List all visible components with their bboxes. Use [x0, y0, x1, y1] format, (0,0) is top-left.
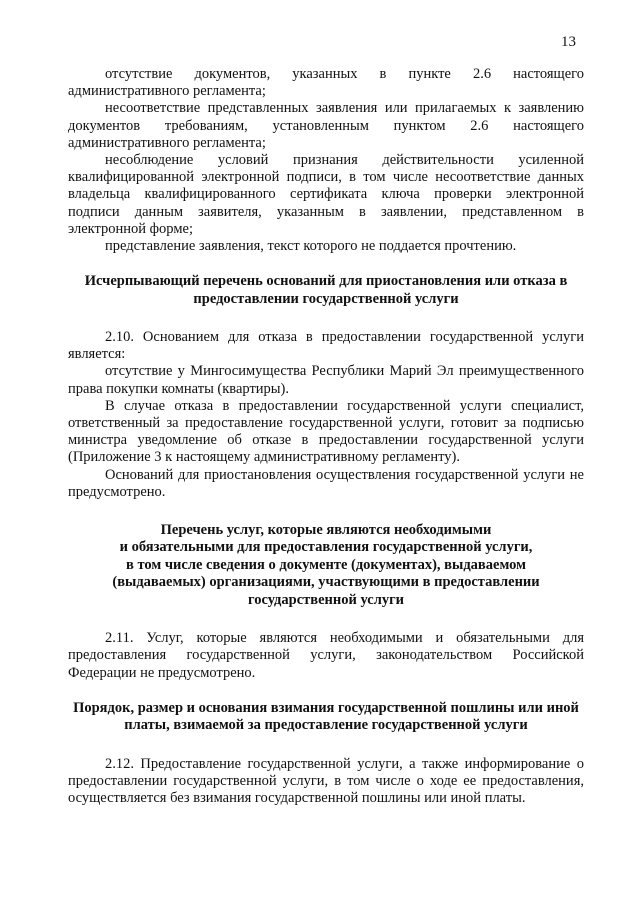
heading-required-services	[68, 522, 584, 609]
paragraph-refusal-notice: В случае отказа в предоставлении государственной услуги специалист, ответственный за предоставление государственной услуги, готовит за подписью министра уведомление об отказе в предоставлении государственной услуги (Приложение 3 к настоящему административному регламенту).	[68, 397, 584, 466]
paragraph-unreadable-application: представление заявления, текст которого не поддается прочтению.	[105, 238, 517, 255]
heading-required-services-line-5: государственной услуги	[247, 591, 405, 608]
paragraph-2-12: 2.12. Предоставление государственной услуги, а также информирование о предоставлении государственной услуги, в том числе о ходе ее предоставления, осуществляется без взимания государственной пошлины или иной платы.	[68, 755, 584, 806]
paragraph-2-11: 2.11. Услуг, которые являются необходимыми и обязательными для предоставления государственной услуги, законодательством Российской Федерации не предусмотрено.	[68, 630, 584, 681]
paragraph-2-10: 2.10. Основанием для отказа в предоставлении государственной услуги является:	[68, 329, 584, 363]
heading-state-fee: Порядок, размер и основания взимания государственной пошлины или иной платы, взимаемой за предоставление государственной услуги	[73, 699, 579, 734]
paragraph-signature-validity: несоблюдение условий признания действительности усиленной квалифицированной электронной подписи, в том числе несоответствие данных владельца квалифицированного сертификата ключа проверки электронной подписи данным заявителя, указанным в заявлении, представленном в электронной форме;	[68, 152, 584, 237]
heading-required-services-line-4: (выдаваемых) организациями, участвующими в предоставлении	[112, 574, 540, 591]
page-number: 13	[561, 34, 576, 50]
paragraph-priority-right: отсутствие у Мингосимущества Республики Марий Эл преимущественного права покупки комнаты (квартиры).	[68, 363, 584, 397]
heading-required-services-line-3: в том числе сведения о документе (документах), выдаваемом	[126, 556, 526, 573]
paragraph-document-mismatch: несоответствие представленных заявления или прилагаемых к заявлению документов требованиям, установленным пунктом 2.6 настоящего административного регламента;	[68, 100, 584, 151]
heading-required-services-line-1: Перечень услуг, которые являются необходимыми	[160, 522, 492, 539]
heading-refusal-grounds: Исчерпывающий перечень оснований для приостановления или отказа в предоставлении государственной услуги	[84, 273, 568, 307]
paragraph-missing-documents: отсутствие документов, указанных в пункте 2.6 настоящего административного регламента;	[68, 66, 584, 100]
document-content	[68, 66, 584, 807]
paragraph-no-suspension: Оснований для приостановления осуществления государственной услуги не предусмотрено.	[68, 466, 584, 500]
heading-required-services-line-2: и обязательными для предоставления государственной услуги,	[119, 539, 533, 556]
